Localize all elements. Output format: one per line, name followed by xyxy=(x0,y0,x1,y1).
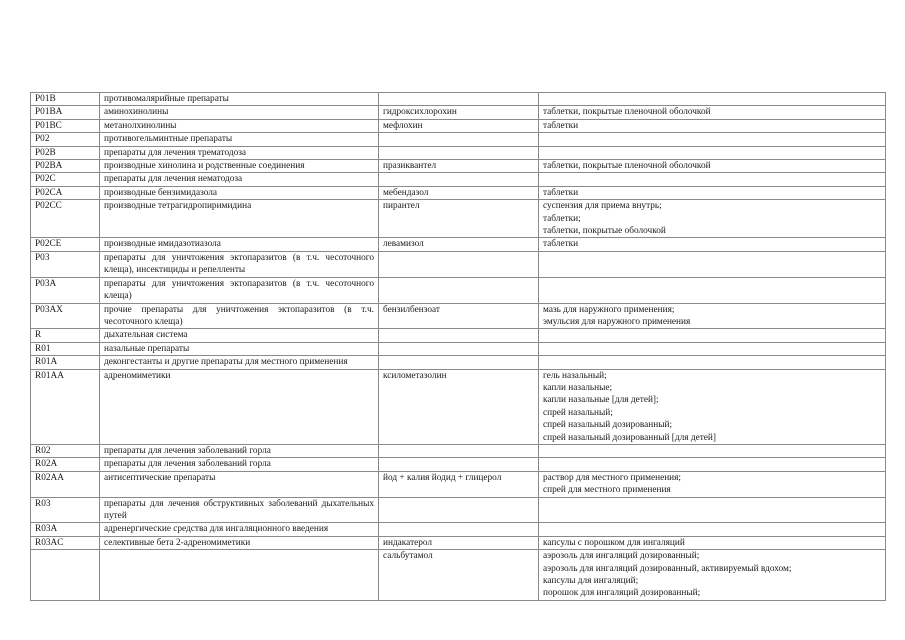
anatomical-group-cell: адреномиметики xyxy=(100,369,379,444)
drug-name-cell: индакатерол xyxy=(379,536,539,549)
dosage-forms-cell xyxy=(539,369,886,444)
table-row xyxy=(31,303,886,329)
drug-name-cell xyxy=(379,173,539,186)
atc-code-cell: P03A xyxy=(31,277,100,303)
table-row xyxy=(31,356,886,369)
atc-code-cell: P02CE xyxy=(31,238,100,251)
dosage-form-line: капли назальные; xyxy=(543,382,613,393)
dosage-forms-cell xyxy=(539,550,886,601)
dosage-form-line: раствор для местного применения; xyxy=(543,472,682,483)
drug-name-cell xyxy=(379,342,539,355)
table-row xyxy=(31,173,886,186)
table-row xyxy=(31,238,886,251)
atc-code-cell: P01B xyxy=(31,93,100,106)
anatomical-group-cell: препараты для лечения заболеваний горла xyxy=(100,444,379,457)
table-row xyxy=(31,550,886,601)
table-row xyxy=(31,497,886,523)
drug-name-cell: йод + калия йодид + глицерол xyxy=(379,471,539,497)
table-body xyxy=(31,93,886,601)
dosage-forms-cell xyxy=(539,342,886,355)
dosage-form-line: таблетки, покрытые пленочной оболочкой xyxy=(543,107,711,118)
anatomical-group-cell: деконгестанты и другие препараты для местного применения xyxy=(100,356,379,369)
atc-code-cell: P01BA xyxy=(31,106,100,119)
anatomical-group-cell: производные хинолина и родственные соединения xyxy=(100,160,379,173)
atc-code-cell: P03 xyxy=(31,251,100,277)
anatomical-group-cell: производные имидазотиазола xyxy=(100,238,379,251)
drug-name-cell xyxy=(379,523,539,536)
dosage-forms-cell xyxy=(539,146,886,159)
dosage-forms-cell xyxy=(539,160,886,173)
table-row xyxy=(31,536,886,549)
atc-code-cell: R01 xyxy=(31,342,100,355)
drug-name-cell: гидроксихлорохин xyxy=(379,106,539,119)
atc-code-cell: R01A xyxy=(31,356,100,369)
atc-code-cell: P02B xyxy=(31,146,100,159)
dosage-form-line: спрей для местного применения xyxy=(543,485,671,496)
atc-code-cell: R01AA xyxy=(31,369,100,444)
dosage-forms-cell xyxy=(539,200,886,238)
drug-name-cell: бензилбензоат xyxy=(379,303,539,329)
drug-name-cell xyxy=(379,277,539,303)
table-row xyxy=(31,93,886,106)
dosage-form-line: капсулы с порошком для ингаляций xyxy=(543,537,685,548)
dosage-form-line: таблетки xyxy=(543,120,579,131)
drug-name-cell: мефлохин xyxy=(379,119,539,132)
anatomical-group-cell: препараты для лечения нематодоза xyxy=(100,173,379,186)
drug-name-cell xyxy=(379,356,539,369)
anatomical-group-cell: адренергические средства для ингаляционного введения xyxy=(100,523,379,536)
atc-code-cell: P02BA xyxy=(31,160,100,173)
anatomical-group-cell: противомалярийные препараты xyxy=(100,93,379,106)
dosage-forms-cell xyxy=(539,238,886,251)
atc-code-cell: R02 xyxy=(31,444,100,457)
dosage-form-line: спрей назальный дозированный; xyxy=(543,420,673,431)
table-row xyxy=(31,251,886,277)
table-row xyxy=(31,160,886,173)
dosage-forms-cell xyxy=(539,329,886,342)
dosage-forms-cell xyxy=(539,356,886,369)
drug-name-cell xyxy=(379,133,539,146)
dosage-forms-cell xyxy=(539,186,886,199)
anatomical-group-cell: производные тетрагидропиримидина xyxy=(100,200,379,238)
anatomical-group-cell: селективные бета 2-адреномиметики xyxy=(100,536,379,549)
drug-classification-table xyxy=(30,92,886,601)
dosage-form-line: аэрозоль для ингаляций дозированный; xyxy=(543,551,700,562)
anatomical-group-cell: аминохинолины xyxy=(100,106,379,119)
dosage-form-line: аэрозоль для ингаляций дозированный, активируемый вдохом; xyxy=(543,563,792,574)
table-row xyxy=(31,119,886,132)
dosage-forms-cell xyxy=(539,458,886,471)
atc-code-cell xyxy=(31,550,100,601)
atc-code-cell: R03AC xyxy=(31,536,100,549)
dosage-forms-cell xyxy=(539,173,886,186)
drug-name-cell: левамизол xyxy=(379,238,539,251)
table-row xyxy=(31,277,886,303)
anatomical-group-cell: прочие препараты для уничтожения эктопаразитов (в т.ч. чесоточного клеща) xyxy=(100,303,379,329)
atc-code-cell: R02A xyxy=(31,458,100,471)
anatomical-group-cell: препараты для лечения обструктивных заболеваний дыхательных путей xyxy=(100,497,379,523)
anatomical-group-cell: препараты для уничтожения эктопаразитов (в т.ч. чесоточного клеща) xyxy=(100,277,379,303)
dosage-form-line: спрей назальный дозированный [для детей] xyxy=(543,432,716,443)
dosage-form-line: порошок для ингаляций дозированный; xyxy=(543,588,701,599)
dosage-forms-cell xyxy=(539,471,886,497)
dosage-form-line: таблетки xyxy=(543,187,579,198)
dosage-forms-cell xyxy=(539,277,886,303)
drug-name-cell xyxy=(379,444,539,457)
atc-code-cell: P01BC xyxy=(31,119,100,132)
anatomical-group-cell: антисептические препараты xyxy=(100,471,379,497)
drug-name-cell: ксилометазолин xyxy=(379,369,539,444)
drug-name-cell: сальбутамол xyxy=(379,550,539,601)
dosage-form-line: капсулы для ингаляций; xyxy=(543,576,639,587)
dosage-forms-cell xyxy=(539,497,886,523)
drug-name-cell xyxy=(379,458,539,471)
anatomical-group-cell: препараты для лечения трематодоза xyxy=(100,146,379,159)
dosage-forms-cell xyxy=(539,523,886,536)
table-row xyxy=(31,200,886,238)
drug-name-cell xyxy=(379,251,539,277)
table-row xyxy=(31,523,886,536)
dosage-forms-cell xyxy=(539,303,886,329)
anatomical-group-cell: дыхательная система xyxy=(100,329,379,342)
table-row xyxy=(31,444,886,457)
drug-name-cell xyxy=(379,497,539,523)
drug-name-cell xyxy=(379,329,539,342)
atc-code-cell: P02CC xyxy=(31,200,100,238)
drug-name-cell: пирантел xyxy=(379,200,539,238)
table-row xyxy=(31,133,886,146)
table-row xyxy=(31,329,886,342)
dosage-forms-cell xyxy=(539,93,886,106)
drug-name-cell xyxy=(379,146,539,159)
atc-code-cell: R03 xyxy=(31,497,100,523)
dosage-form-line: капли назальные [для детей]; xyxy=(543,395,659,406)
anatomical-group-cell xyxy=(100,550,379,601)
dosage-forms-cell xyxy=(539,106,886,119)
dosage-form-line: таблетки; xyxy=(543,213,581,224)
dosage-form-line: гель назальный; xyxy=(543,370,607,381)
dosage-form-line: эмульсия для наружного применения xyxy=(543,316,691,327)
drug-name-cell xyxy=(379,93,539,106)
atc-code-cell: P03AX xyxy=(31,303,100,329)
anatomical-group-cell: противогельминтные препараты xyxy=(100,133,379,146)
dosage-form-line: спрей назальный; xyxy=(543,407,613,418)
dosage-form-line: суспензия для приема внутрь; xyxy=(543,201,662,212)
dosage-forms-cell xyxy=(539,119,886,132)
table-row xyxy=(31,342,886,355)
anatomical-group-cell: назальные препараты xyxy=(100,342,379,355)
table-row xyxy=(31,146,886,159)
atc-code-cell: R03A xyxy=(31,523,100,536)
anatomical-group-cell: препараты для лечения заболеваний горла xyxy=(100,458,379,471)
anatomical-group-cell: препараты для уничтожения эктопаразитов (в т.ч. чесоточного клеща), инсектициды и репелленты xyxy=(100,251,379,277)
anatomical-group-cell: производные бензимидазола xyxy=(100,186,379,199)
atc-code-cell: R02AA xyxy=(31,471,100,497)
dosage-form-line: таблетки, покрытые оболочкой xyxy=(543,226,666,237)
atc-code-cell: R xyxy=(31,329,100,342)
dosage-form-line: мазь для наружного применения; xyxy=(543,304,675,315)
dosage-forms-cell xyxy=(539,536,886,549)
anatomical-group-cell: метанолхинолины xyxy=(100,119,379,132)
drug-name-cell: мебендазол xyxy=(379,186,539,199)
atc-code-cell: P02C xyxy=(31,173,100,186)
table-row xyxy=(31,186,886,199)
dosage-forms-cell xyxy=(539,133,886,146)
dosage-forms-cell xyxy=(539,251,886,277)
dosage-form-line: таблетки xyxy=(543,239,579,250)
dosage-forms-cell xyxy=(539,444,886,457)
dosage-form-line: таблетки, покрытые пленочной оболочкой xyxy=(543,161,711,172)
table-row xyxy=(31,106,886,119)
table-row xyxy=(31,458,886,471)
atc-code-cell: P02 xyxy=(31,133,100,146)
table-row xyxy=(31,471,886,497)
atc-code-cell: P02CA xyxy=(31,186,100,199)
table-row xyxy=(31,369,886,444)
drug-name-cell: празиквантел xyxy=(379,160,539,173)
